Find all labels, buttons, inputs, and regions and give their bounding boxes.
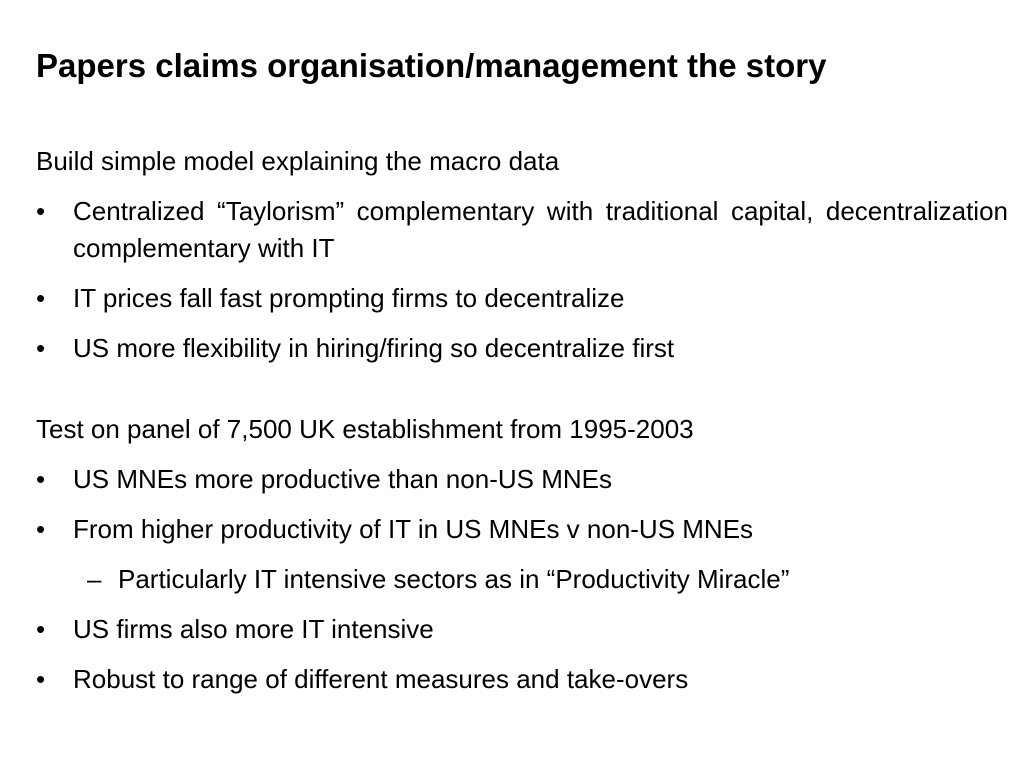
- sub-bullet-item: [36, 561, 1008, 598]
- bullet-item: [36, 461, 1008, 498]
- bullet-text: US MNEs more productive than non-US MNEs: [73, 464, 612, 494]
- bullet-marker: •: [36, 614, 46, 644]
- bullet-marker: •: [36, 514, 46, 544]
- bullet-text: From higher productivity of IT in US MNEs v non-US MNEs: [73, 514, 754, 544]
- bullet-text: Centralized “Taylorism” complementary with traditional capital, decentralization complementary with IT: [73, 196, 1008, 263]
- bullet-item: [36, 330, 1008, 367]
- bullet-item: [36, 611, 1008, 648]
- section-heading-model: Build simple model explaining the macro data: [36, 146, 560, 176]
- bullet-text: Robust to range of different measures and take-overs: [73, 664, 689, 694]
- slide-title: Papers claims organisation/management the story: [36, 47, 827, 84]
- bullet-marker: •: [36, 464, 46, 494]
- bullet-text: IT prices fall fast prompting firms to decentralize: [73, 283, 625, 313]
- bullet-item: [36, 193, 1008, 267]
- bullet-marker: •: [36, 196, 46, 226]
- bullet-text: US more flexibility in hiring/firing so decentralize first: [73, 333, 675, 363]
- dash-marker: –: [87, 564, 102, 594]
- section-heading-test: Test on panel of 7,500 UK establishment from 1995-2003: [36, 414, 694, 444]
- bullet-item: [36, 511, 1008, 548]
- bullet-marker: •: [36, 283, 46, 313]
- slide-body: [36, 143, 1008, 698]
- bullet-marker: •: [36, 664, 46, 694]
- bullet-item: [36, 661, 1008, 698]
- bullet-item: [36, 280, 1008, 317]
- sub-bullet-text: Particularly IT intensive sectors as in “Productivity Miracle”: [118, 564, 790, 594]
- bullet-marker: •: [36, 333, 46, 363]
- bullet-text: US firms also more IT intensive: [73, 614, 434, 644]
